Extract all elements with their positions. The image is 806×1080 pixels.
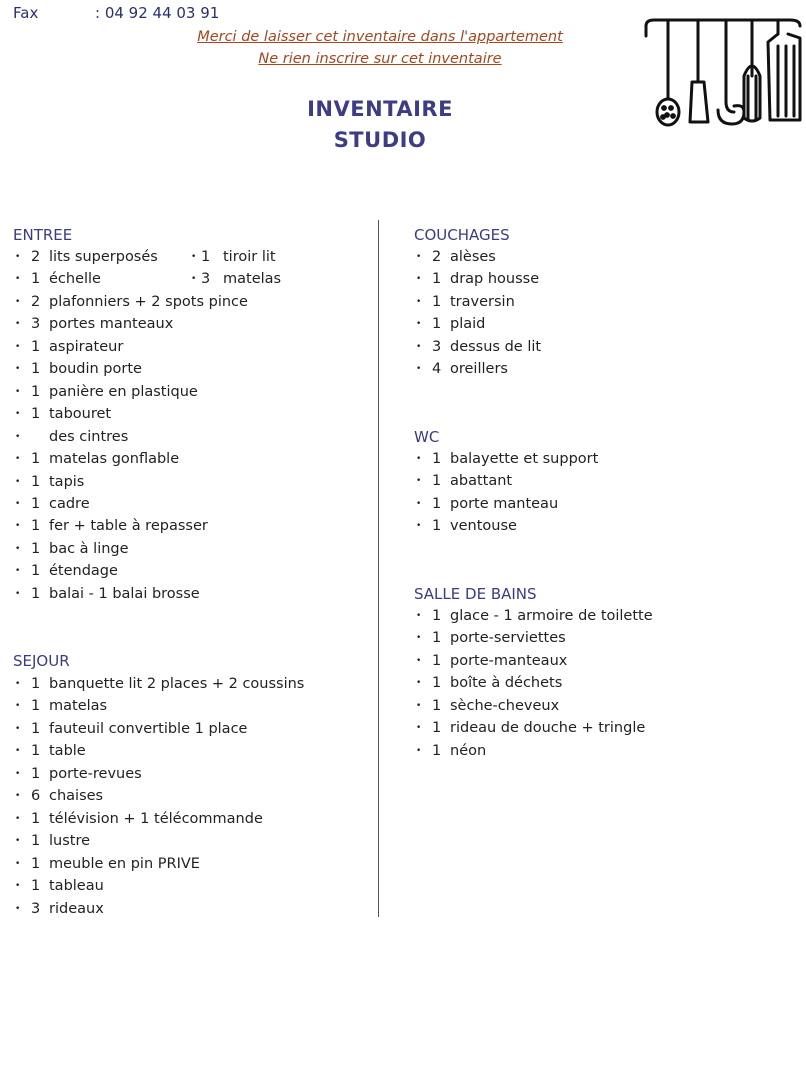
page-subtitle: STUDIO <box>333 128 427 152</box>
fax-number: : 04 92 44 03 91 <box>95 4 220 22</box>
bullet-icon: • <box>15 521 21 532</box>
bullet-icon: • <box>416 341 422 352</box>
item-quantity: 1 <box>31 563 41 580</box>
bullet-icon: • <box>15 319 21 330</box>
bullet-icon: • <box>191 252 197 262</box>
list-item <box>414 627 653 649</box>
item-text: des cintres <box>49 428 129 445</box>
bullet-icon: • <box>15 813 21 824</box>
list-item <box>414 740 653 762</box>
section-heading-sejour: SEJOUR <box>13 652 70 670</box>
list-item <box>13 426 248 448</box>
bullet-icon: • <box>416 319 422 330</box>
bullet-icon: • <box>15 431 21 442</box>
list-item <box>13 718 304 740</box>
list-item <box>13 673 304 695</box>
list-item <box>414 695 653 717</box>
entree-list <box>13 246 282 605</box>
sejour-list <box>13 673 304 920</box>
bullet-icon: • <box>416 364 422 375</box>
bullet-icon: • <box>15 588 21 599</box>
list-item <box>414 493 598 515</box>
item-text: balai - 1 balai brosse <box>49 585 200 602</box>
item-quantity: 3 <box>31 316 41 333</box>
item-text: ventouse <box>450 518 517 535</box>
item-quantity: 1 <box>31 810 41 827</box>
list-item <box>13 471 248 493</box>
list-item <box>414 291 541 313</box>
item-text: tiroir lit <box>223 249 276 265</box>
item-quantity: 1 <box>201 249 211 265</box>
bullet-icon: • <box>416 296 422 307</box>
kitchen-utensils-icon <box>640 16 806 132</box>
list-item <box>13 830 304 852</box>
item-text: rideaux <box>49 900 104 917</box>
item-text: portes manteaux <box>49 316 174 333</box>
item-quantity: 1 <box>31 518 41 535</box>
list-item <box>13 538 248 560</box>
bullet-icon: • <box>15 701 21 712</box>
section-heading-wc: WC <box>414 428 440 446</box>
list-item <box>414 268 541 290</box>
item-text: banquette lit 2 places + 2 coussins <box>49 676 305 692</box>
bullet-icon: • <box>416 476 422 487</box>
wc-list <box>414 448 598 538</box>
item-text: matelas gonflable <box>49 451 180 468</box>
item-quantity: 1 <box>31 765 41 782</box>
bullet-icon: • <box>15 858 21 869</box>
list-item <box>13 515 248 537</box>
item-quantity: 6 <box>31 788 41 805</box>
item-text: fer + table à repasser <box>49 518 208 535</box>
bullet-icon: • <box>15 454 21 465</box>
item-text: panière en plastique <box>49 383 198 400</box>
bullet-icon: • <box>416 611 422 621</box>
bullet-icon: • <box>15 881 21 892</box>
list-item-secondary <box>189 268 281 290</box>
bullet-icon: • <box>416 745 422 756</box>
bullet-icon: • <box>15 768 21 779</box>
item-text: rideau de douche + tringle <box>450 720 646 737</box>
item-quantity: 1 <box>31 406 41 423</box>
bullet-icon: • <box>15 566 21 577</box>
item-quantity: 1 <box>31 495 41 512</box>
bullet-icon: • <box>416 633 422 644</box>
item-quantity: 1 <box>31 743 41 760</box>
item-text: boudin porte <box>49 361 142 378</box>
item-text: étendage <box>49 563 118 580</box>
item-quantity: 1 <box>432 271 442 288</box>
notice-leave-inventory: Merci de laisser cet inventaire dans l'appartement <box>197 29 563 45</box>
list-item <box>13 313 248 335</box>
item-quantity: 1 <box>432 608 442 624</box>
item-text: aspirateur <box>49 338 124 355</box>
item-quantity: 1 <box>31 585 41 602</box>
section-heading-couchages: COUCHAGES <box>414 226 510 244</box>
item-text: porte-serviettes <box>450 630 566 647</box>
bullet-icon: • <box>416 723 422 734</box>
item-quantity: 1 <box>31 720 41 737</box>
item-quantity: 1 <box>31 383 41 400</box>
item-quantity: 1 <box>31 878 41 895</box>
bullet-icon: • <box>416 655 422 666</box>
item-quantity: 1 <box>31 271 41 288</box>
item-text: bac à linge <box>49 540 129 557</box>
item-quantity: 1 <box>432 473 442 490</box>
item-text: néon <box>450 742 487 759</box>
bullet-icon: • <box>416 521 422 532</box>
item-quantity: 3 <box>31 900 41 917</box>
item-quantity: 1 <box>31 540 41 557</box>
item-quantity: 1 <box>432 630 442 647</box>
bullet-icon: • <box>416 700 422 711</box>
item-text: porte-revues <box>49 765 142 782</box>
item-text: cadre <box>49 495 90 512</box>
item-text: oreillers <box>450 361 508 378</box>
item-text: sèche-cheveux <box>450 697 560 714</box>
list-item <box>414 246 541 268</box>
bullet-icon: • <box>15 498 21 509</box>
list-item <box>414 672 653 694</box>
item-quantity: 1 <box>432 742 442 759</box>
bullet-icon: • <box>15 746 21 757</box>
list-item <box>414 313 541 335</box>
item-text: chaises <box>49 788 104 805</box>
list-item <box>13 763 304 785</box>
item-text: meuble en pin PRIVE <box>49 855 200 872</box>
item-quantity: 3 <box>201 271 211 288</box>
list-item <box>414 515 598 537</box>
page-title: INVENTAIRE <box>307 97 453 121</box>
item-quantity: 1 <box>31 473 41 490</box>
fax-line <box>13 4 219 22</box>
bullet-icon: • <box>416 678 422 689</box>
item-quantity: 1 <box>432 720 442 737</box>
item-quantity: 1 <box>31 833 41 850</box>
couchages-list <box>414 246 541 381</box>
item-quantity: 1 <box>31 698 41 715</box>
item-quantity: 2 <box>31 249 41 265</box>
item-text: échelle <box>49 271 101 288</box>
item-text: tapis <box>49 473 85 490</box>
list-item <box>414 605 653 627</box>
item-quantity: 1 <box>432 451 442 467</box>
item-text: plafonniers + 2 spots pince <box>49 293 248 310</box>
bullet-icon: • <box>416 498 422 509</box>
list-item <box>13 583 248 605</box>
item-quantity: 1 <box>31 855 41 872</box>
item-text: lustre <box>49 833 91 850</box>
item-text: porte-manteaux <box>450 652 568 669</box>
item-text: lits superposés <box>49 249 158 265</box>
list-item <box>414 448 598 470</box>
list-item <box>13 853 304 875</box>
item-quantity: 1 <box>31 338 41 355</box>
bullet-icon: • <box>15 791 21 802</box>
bullet-icon: • <box>416 274 422 285</box>
item-quantity: 1 <box>432 293 442 310</box>
item-text: matelas <box>49 698 108 715</box>
item-text: abattant <box>450 473 513 490</box>
item-text: glace - 1 armoire de toilette <box>450 608 653 624</box>
item-text: fauteuil convertible 1 place <box>49 720 248 737</box>
item-quantity: 1 <box>31 676 41 692</box>
item-quantity: 2 <box>432 249 442 265</box>
section-heading-salle-de-bains: SALLE DE BAINS <box>414 585 537 603</box>
item-text: traversin <box>450 293 515 310</box>
item-text: matelas <box>223 271 282 288</box>
list-item <box>13 448 248 470</box>
item-quantity: 1 <box>31 361 41 378</box>
item-text: télévision + 1 télécommande <box>49 810 263 827</box>
item-text: porte manteau <box>450 495 559 512</box>
list-item <box>13 898 304 920</box>
item-quantity: 1 <box>432 316 442 333</box>
bullet-icon: • <box>15 274 21 285</box>
bullet-icon: • <box>15 386 21 397</box>
item-quantity: 1 <box>432 495 442 512</box>
bullet-icon: • <box>15 296 21 307</box>
item-text: dessus de lit <box>450 338 542 355</box>
bullet-icon: • <box>15 364 21 375</box>
bullet-icon: • <box>191 274 197 285</box>
list-item <box>13 291 248 313</box>
item-text: plaid <box>450 316 486 333</box>
list-item <box>13 695 304 717</box>
bullet-icon: • <box>15 341 21 352</box>
section-heading-entree: ENTREE <box>13 226 73 244</box>
list-item <box>13 358 248 380</box>
item-quantity: 1 <box>432 697 442 714</box>
item-text: boîte à déchets <box>450 675 563 692</box>
list-item <box>414 717 653 739</box>
bullet-icon: • <box>15 543 21 554</box>
item-quantity: 3 <box>432 338 442 355</box>
list-item <box>13 493 248 515</box>
item-quantity: 1 <box>432 652 442 669</box>
salle-de-bains-list <box>414 605 653 762</box>
list-item-secondary <box>189 246 276 268</box>
list-item <box>13 381 248 403</box>
list-item <box>13 808 304 830</box>
item-text: balayette et support <box>450 451 599 467</box>
item-text: table <box>49 743 86 760</box>
bullet-icon: • <box>15 409 21 420</box>
bullet-icon: • <box>15 252 21 262</box>
list-item <box>13 740 304 762</box>
item-quantity: 1 <box>432 518 442 535</box>
list-item <box>13 246 276 268</box>
list-item <box>13 785 304 807</box>
item-text: drap housse <box>450 271 540 288</box>
bullet-icon: • <box>15 723 21 734</box>
item-quantity: 2 <box>31 293 41 310</box>
item-quantity: 1 <box>432 675 442 692</box>
item-text: tabouret <box>49 406 112 423</box>
bullet-icon: • <box>15 903 21 914</box>
list-item <box>414 336 541 358</box>
item-text: tableau <box>49 878 104 895</box>
fax-label: Fax <box>13 4 39 22</box>
list-item <box>13 560 248 582</box>
item-quantity: 1 <box>31 451 41 468</box>
bullet-icon: • <box>15 836 21 847</box>
bullet-icon: • <box>416 454 422 464</box>
notice-do-not-write: Ne rien inscrire sur cet inventaire <box>258 51 502 67</box>
item-text: alèses <box>450 249 496 265</box>
column-divider <box>378 220 379 917</box>
bullet-icon: • <box>416 252 422 262</box>
list-item <box>414 650 653 672</box>
bullet-icon: • <box>15 476 21 487</box>
list-item <box>13 336 248 358</box>
list-item <box>13 268 282 290</box>
list-item <box>414 470 598 492</box>
item-quantity: 4 <box>432 361 442 378</box>
list-item <box>13 403 248 425</box>
list-item <box>13 875 304 897</box>
list-item <box>414 358 541 380</box>
bullet-icon: • <box>15 679 21 689</box>
